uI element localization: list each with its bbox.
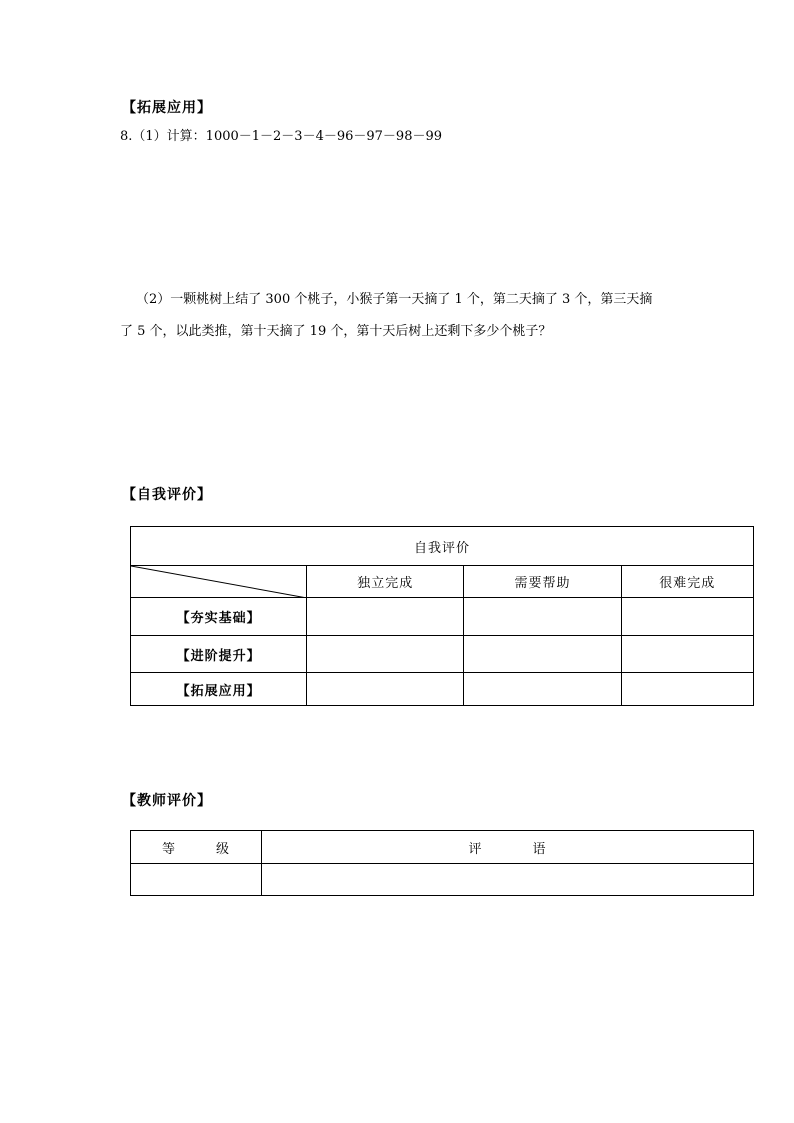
comment-header-char-1: 评 (468, 841, 483, 857)
rating-cell[interactable] (464, 598, 621, 636)
grade-cell[interactable] (131, 864, 262, 896)
rating-cell[interactable] (621, 598, 753, 636)
rating-cell[interactable] (307, 636, 464, 673)
rating-cell[interactable] (307, 673, 464, 706)
grade-header-char-1: 等 (161, 841, 176, 857)
comment-header (262, 831, 754, 864)
self-eval-table-title: 自我评价 (131, 527, 754, 566)
section-title-teacher-eval: 【教师评价】 (122, 793, 212, 809)
grade-header-char-2: 级 (216, 841, 231, 857)
rating-cell[interactable] (464, 673, 621, 706)
row-label: 【拓展应用】 (131, 673, 307, 706)
comment-cell[interactable] (262, 864, 754, 896)
rating-cell[interactable] (307, 598, 464, 636)
self-eval-table (130, 526, 754, 706)
column-header: 需要帮助 (464, 566, 621, 598)
row-label: 【进阶提升】 (131, 636, 307, 673)
table-row (131, 864, 754, 896)
rating-cell[interactable] (621, 673, 753, 706)
rating-cell[interactable] (621, 636, 753, 673)
section-title-self-eval: 【自我评价】 (122, 487, 212, 503)
diagonal-line (131, 566, 307, 598)
table-row (131, 636, 754, 673)
table-row (131, 673, 754, 706)
section-title-extension: 【拓展应用】 (122, 100, 212, 116)
question-8-part-2-line1: （2）一颗桃树上结了 300 个桃子，小猴子第一天摘了 1 个，第二天摘了 3 个，第三天摘 (136, 292, 653, 307)
question-8-part-2-line2: 了 5 个，以此类推，第十天摘了 19 个，第十天后树上还剩下多少个桃子？ (120, 324, 552, 339)
diagonal-header-cell (131, 566, 307, 598)
table-row (131, 598, 754, 636)
column-header: 很难完成 (621, 566, 753, 598)
rating-cell[interactable] (464, 636, 621, 673)
row-label: 【夯实基础】 (131, 598, 307, 636)
column-header: 独立完成 (307, 566, 464, 598)
comment-header-char-2: 语 (532, 841, 547, 857)
question-8-part-1: 8.（1）计算：1000－1－2－3－4－96－97－98－99 (120, 129, 443, 144)
grade-header (131, 831, 262, 864)
teacher-eval-table (130, 830, 754, 896)
